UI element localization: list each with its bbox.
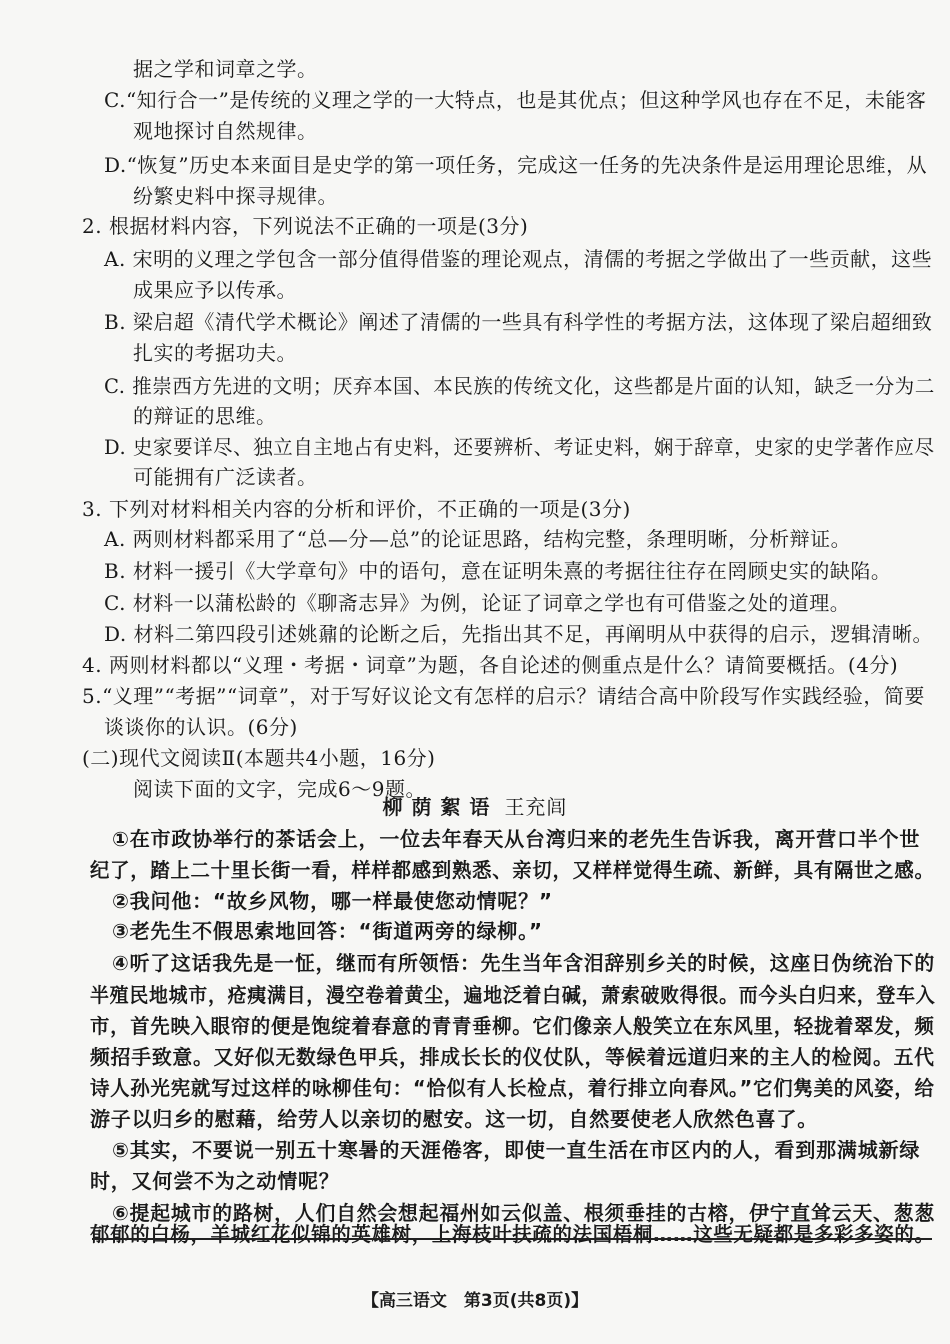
question-2: 2. 根据材料内容，下列说法不正确的一项是(3分) [82, 214, 529, 238]
paragraph-3: ③老先生不假思索地回答：“街道两旁的绿柳。” [112, 919, 543, 943]
q2-option-c-line2: 的辩证的思维。 [133, 404, 277, 428]
option-c-line2: 观地探讨自然规律。 [133, 119, 318, 143]
question-4: 4. 两则材料都以“义理・考据・词章”为题，各自论述的侧重点是什么？请简要概括。(4分) [82, 653, 899, 677]
paragraph-4-line2: 半殖民地城市，疮痍满目，漫空卷着黄尘，遍地泛着白碱，萧索破败得很。而今头白归来，登车入 [90, 983, 936, 1007]
q2-option-a-line2: 成果应予以传承。 [133, 278, 297, 302]
option-c-line1: C.“知行合一”是传统的义理之学的一大特点，也是其优点；但这种学风也存在不足，未能客 [104, 88, 927, 112]
article-title [0, 791, 950, 820]
paragraph-2: ②我问他：“故乡风物，哪一样最使您动情呢？” [112, 889, 553, 913]
section-heading: (二)现代文阅读Ⅱ(本题共4小题，16分) [82, 746, 436, 770]
underline-mark [92, 1238, 932, 1240]
paragraph-1-line1: ①在市政协举行的茶话会上，一位去年春天从台湾归来的老先生告诉我，离开营口半个世 [112, 827, 921, 851]
reading-instruction: 阅读下面的文字，完成6～9题。 [133, 777, 426, 801]
page-footer: 【高三语文 第3页(共8页)】 [361, 1291, 589, 1311]
paragraph-4-line4: 频招手致意。又好似无数绿色甲兵，排成长长的仪仗队，等候着远道归来的主人的检阅。五代 [90, 1045, 935, 1069]
q2-option-d-line1: D. 史家要详尽、独立自主地占有史料，还要辨析、考证史料，娴于辞章，史家的史学著作应尽 [104, 435, 935, 459]
question-5-line2: 谈谈你的认识。(6分) [104, 715, 298, 739]
q3-option-d: D. 材料二第四段引述姚鼐的论断之后，先指出其不足，再阐明从中获得的启示，逻辑清晰。 [104, 622, 934, 646]
paragraph-4-line1: ④听了这话我先是一怔，继而有所领悟：先生当年含泪辞别乡关的时候，这座日伪统治下的 [112, 951, 935, 975]
paragraph-6-line1: ⑥提起城市的路树，人们自然会想起福州如云似盖、根须垂挂的古榕，伊宁直耸云天、葱葱 [112, 1201, 935, 1225]
q2-option-b-line1: B. 梁启超《清代学术概论》阐述了清儒的一些具有科学性的考据方法，这体现了梁启超细致 [104, 310, 933, 334]
paragraph-4-line5: 诗人孙光宪就写过这样的咏柳佳句：“恰似有人长检点，着行排立向春风。”它们隽美的风姿，给 [90, 1076, 935, 1100]
q2-option-b-line2: 扎实的考据功夫。 [133, 341, 297, 365]
q2-option-a-line1: A. 宋明的义理之学包含一部分值得借鉴的理论观点，清儒的考据之学做出了一些贡献，这些 [104, 247, 933, 271]
option-d-line2: 纷繁史料中探寻规律。 [133, 184, 338, 208]
question-5-line1: 5.“义理”“考据”“词章”，对于写好议论文有怎样的启示？请结合高中阶段写作实践经验，简要 [82, 684, 925, 708]
article-author: 王充闾 [504, 795, 568, 819]
q3-option-b: B. 材料一援引《大学章句》中的语句，意在证明朱熹的考据往往存在罔顾史实的缺陷。 [104, 559, 892, 583]
q3-option-a: A. 两则材料都采用了“总—分—总”的论证思路，结构完整，条理明晰，分析辩证。 [104, 527, 852, 551]
q2-option-c-line1: C. 推崇西方先进的文明；厌弃本国、本民族的传统文化，这些都是片面的认知，缺乏一分为二 [104, 374, 935, 398]
paragraph-4-line6: 游子以归乡的慰藉，给劳人以亲切的慰安。这一切，自然要使老人欣然色喜了。 [90, 1107, 818, 1131]
q3-option-c: C. 材料一以蒲松龄的《聊斋志异》为例，论证了词章之学也有可借鉴之处的道理。 [104, 591, 851, 615]
article-title-text: 柳 荫 絮 语 [382, 795, 491, 819]
paragraph-5-line1: ⑤其实，不要说一别五十寒暑的天涯倦客，即使一直生活在市区内的人，看到那满城新绿 [112, 1138, 921, 1162]
paragraph-5-line2: 时，又何尝不为之动情呢？ [90, 1169, 340, 1193]
paragraph-6-line2: 郁郁的白杨，羊城红花似锦的英雄树，上海枝叶扶疏的法国梧桐……这些无疑都是多彩多姿的。 [90, 1222, 935, 1246]
text-line: 据之学和词章之学。 [133, 57, 318, 81]
q2-option-d-line2: 可能拥有广泛读者。 [133, 465, 318, 489]
paragraph-4-line3: 市，首先映入眼帘的便是饱绽着春意的青青垂柳。它们像亲人般笑立在东风里，轻拢着翠发，频 [90, 1014, 935, 1038]
question-3: 3. 下列对材料相关内容的分析和评价，不正确的一项是(3分) [82, 497, 631, 521]
paragraph-1-line2: 纪了，踏上二十里长街一看，样样都感到熟悉、亲切，又样样觉得生疏、新鲜，具有隔世之感。 [90, 858, 935, 882]
option-d-line1: D.“恢复”历史本来面目是史学的第一项任务，完成这一任务的先决条件是运用理论思维，从 [104, 153, 928, 177]
